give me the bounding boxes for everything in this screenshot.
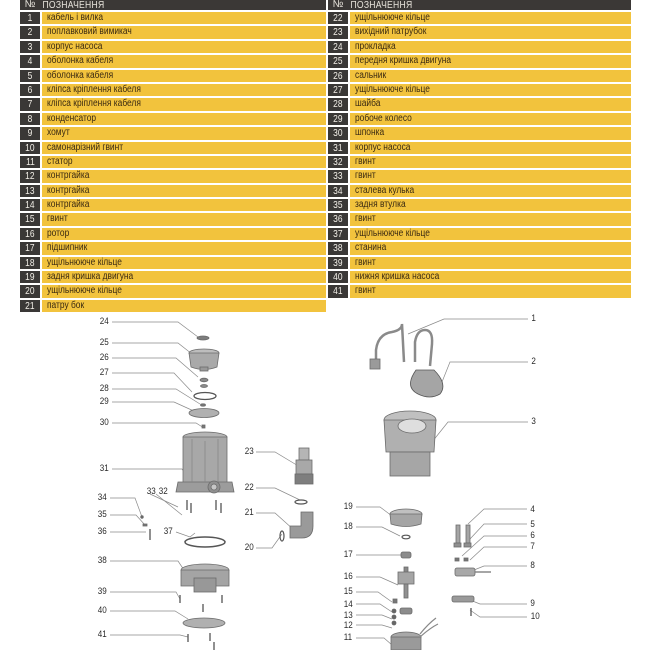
header-label: ПОЗНАЧЕННЯ <box>42 0 105 11</box>
callout-number: 29 <box>99 396 109 407</box>
part-number-text: 41 <box>333 285 343 298</box>
part-name-text: оболонка кабеля <box>47 69 114 81</box>
callout-number: 2 <box>531 356 536 367</box>
parts-row <box>328 141 631 155</box>
callout-number: 25 <box>99 337 109 348</box>
part-number <box>328 98 348 110</box>
part-number <box>20 12 40 24</box>
callout-41 <box>97 630 108 640</box>
part-name-text: патру бок <box>47 299 85 311</box>
callout-number: 8 <box>530 560 535 571</box>
part-name <box>42 142 326 154</box>
part-number <box>20 113 40 125</box>
parts-row <box>20 184 326 198</box>
parts-row <box>328 54 631 68</box>
callout-number: 14 <box>343 599 353 610</box>
callout-number: 40 <box>97 605 107 616</box>
part-name-text: кліпса кріплення кабеля <box>47 83 141 95</box>
callout-number: 5 <box>530 519 535 530</box>
part-number-text: 26 <box>333 69 343 82</box>
part-name <box>350 271 631 283</box>
part-number <box>328 41 348 53</box>
parts-row <box>20 97 326 111</box>
part-number-text: 7 <box>27 98 33 111</box>
part-name <box>350 199 631 211</box>
callout-26 <box>99 353 110 363</box>
parts-row <box>20 40 326 54</box>
parts-row <box>20 155 326 169</box>
part-number <box>20 257 40 269</box>
parts-row <box>20 284 326 298</box>
part-number-text: 3 <box>27 40 33 53</box>
part-number <box>20 41 40 53</box>
callout-number: 20 <box>244 542 254 553</box>
callout-number: 33 <box>146 486 156 497</box>
callout-21 <box>244 508 255 518</box>
callout-4 <box>530 505 535 515</box>
part-number-text: 23 <box>333 26 343 39</box>
part-name <box>350 228 631 240</box>
part-name-text: контргайка <box>47 170 90 182</box>
callout-number: 21 <box>244 507 254 518</box>
diagram-drawing <box>0 312 650 650</box>
part-number-text: 6 <box>27 83 33 96</box>
part-name-text: ущільнююче кільце <box>355 12 430 23</box>
parts-row <box>20 212 326 226</box>
callout-19 <box>343 502 354 512</box>
part-name <box>42 84 326 96</box>
part-name <box>42 300 326 312</box>
callout-number: 3 <box>531 416 536 427</box>
part-name <box>42 41 326 53</box>
parts-row <box>328 270 631 284</box>
parts-row <box>328 227 631 241</box>
part-name <box>42 242 326 254</box>
parts-row <box>20 141 326 155</box>
part-number <box>328 285 348 297</box>
part-name-text: гвинт <box>355 256 376 268</box>
part-name-text: передня кришка двигуна <box>355 55 452 67</box>
callout-number: 28 <box>99 383 109 394</box>
exploded-pump-diagram <box>0 312 650 650</box>
callout-2 <box>531 357 536 367</box>
callout-16 <box>343 572 354 582</box>
callout-7 <box>530 542 535 552</box>
part-name <box>42 170 326 182</box>
callout-number: 19 <box>343 501 353 512</box>
callout-30 <box>99 418 110 428</box>
part-name-text: сальник <box>355 69 387 81</box>
parts-table-left <box>20 0 326 313</box>
part-name-text: контргайка <box>47 184 90 196</box>
callout-number: 17 <box>343 549 353 560</box>
parts-row <box>328 25 631 39</box>
part-name-text: поплавковий вимикач <box>47 26 132 38</box>
part-name <box>42 113 326 125</box>
parts-row <box>20 112 326 126</box>
parts-row <box>328 83 631 97</box>
part-number <box>328 170 348 182</box>
callout-number: 35 <box>97 509 107 520</box>
callout-27 <box>99 368 110 378</box>
part-number-text: 2 <box>27 26 33 39</box>
part-number-text: 10 <box>25 141 35 154</box>
part-name <box>42 285 326 297</box>
part-name <box>350 113 631 125</box>
parts-row <box>328 284 631 298</box>
parts-row <box>328 256 631 270</box>
callout-number: 22 <box>244 482 254 493</box>
part-number <box>328 242 348 254</box>
part-name-text: самонарізний гвинт <box>47 141 124 153</box>
part-name-text: шайба <box>355 98 381 110</box>
part-name-text: гвинт <box>355 170 376 182</box>
part-number-text: 31 <box>333 141 343 154</box>
part-name-text: ущільнююче кільце <box>355 83 430 95</box>
parts-row <box>20 126 326 140</box>
callout-10 <box>530 612 541 622</box>
part-name <box>350 185 631 197</box>
parts-row <box>20 169 326 183</box>
callout-number: 38 <box>97 555 107 566</box>
part-name <box>42 98 326 110</box>
part-number-text: 11 <box>25 155 35 168</box>
callout-34 <box>97 493 108 503</box>
callout-5 <box>530 520 535 530</box>
callout-15 <box>343 587 354 597</box>
callout-8 <box>530 561 535 571</box>
header-number: № <box>24 0 36 10</box>
part-name <box>350 127 631 139</box>
callout-number: 26 <box>99 352 109 363</box>
part-number-text: 14 <box>25 199 35 212</box>
part-number-text: 20 <box>25 285 35 298</box>
part-number-text: 36 <box>333 213 343 226</box>
part-number-text: 16 <box>25 227 35 240</box>
parts-row <box>328 155 631 169</box>
part-name <box>350 170 631 182</box>
part-number <box>20 26 40 38</box>
part-name <box>350 41 631 53</box>
callout-3 <box>531 417 536 427</box>
callout-32 <box>158 487 169 497</box>
part-name-text: задня кришка двигуна <box>47 271 134 283</box>
callout-number: 18 <box>343 521 353 532</box>
part-number-text: 5 <box>27 69 33 82</box>
part-number <box>20 300 40 312</box>
part-number <box>328 12 348 24</box>
part-number-text: 12 <box>25 170 35 183</box>
part-number-text: 30 <box>333 127 343 140</box>
part-number-text: 38 <box>333 242 343 255</box>
part-name-text: корпус насоса <box>355 141 411 153</box>
part-name-text: гвинт <box>355 213 376 225</box>
part-name <box>42 127 326 139</box>
part-name-text: хомут <box>47 127 70 139</box>
part-name <box>350 285 631 297</box>
part-name-text: кабель і вилка <box>47 12 104 23</box>
callout-22 <box>244 483 255 493</box>
callout-number: 16 <box>343 571 353 582</box>
part-number <box>328 199 348 211</box>
part-number-text: 22 <box>333 12 343 24</box>
part-name-text: сталева кулька <box>355 184 415 196</box>
header-number: № <box>332 0 344 10</box>
part-name <box>350 242 631 254</box>
part-name <box>350 98 631 110</box>
callout-number: 10 <box>530 611 540 622</box>
part-number <box>20 285 40 297</box>
part-name-text: ущільнююче кільце <box>355 227 430 239</box>
parts-row <box>20 83 326 97</box>
part-number <box>328 213 348 225</box>
part-number-text: 35 <box>333 199 343 212</box>
callout-9 <box>530 599 535 609</box>
part-name <box>350 84 631 96</box>
parts-row <box>20 241 326 255</box>
part-name <box>350 70 631 82</box>
parts-row <box>328 126 631 140</box>
table-header <box>20 0 326 10</box>
part-name-text: кліпса кріплення кабеля <box>47 98 141 110</box>
callout-number: 30 <box>99 417 109 428</box>
callout-number: 1 <box>531 313 536 324</box>
callout-number: 27 <box>99 367 109 378</box>
part-number <box>20 156 40 168</box>
part-number-text: 32 <box>333 155 343 168</box>
table-header <box>328 0 631 10</box>
callout-31 <box>99 464 110 474</box>
parts-table-right <box>328 0 631 299</box>
part-number <box>328 156 348 168</box>
parts-row <box>20 270 326 284</box>
callout-40 <box>97 606 108 616</box>
pump-parts-right <box>370 324 491 650</box>
part-name-text: вихідний патрубок <box>355 26 427 38</box>
callout-24 <box>99 317 110 327</box>
part-number <box>328 127 348 139</box>
callout-number: 32 <box>158 486 168 497</box>
part-number-text: 4 <box>27 55 33 68</box>
callout-number: 34 <box>97 492 107 503</box>
parts-row <box>328 169 631 183</box>
callout-37 <box>163 527 174 537</box>
callout-number: 39 <box>97 586 107 597</box>
part-number <box>328 84 348 96</box>
part-number <box>20 55 40 67</box>
part-number <box>20 199 40 211</box>
part-name <box>42 185 326 197</box>
part-name-text: прокладка <box>355 40 396 52</box>
part-name <box>42 26 326 38</box>
parts-row <box>328 69 631 83</box>
part-number <box>20 213 40 225</box>
part-number-text: 21 <box>25 299 35 312</box>
part-name <box>42 199 326 211</box>
parts-row <box>328 198 631 212</box>
part-number-text: 18 <box>25 256 35 269</box>
part-number <box>328 271 348 283</box>
part-name <box>42 12 326 24</box>
part-name-text: ротор <box>47 227 70 239</box>
parts-row <box>328 11 631 25</box>
part-number <box>328 257 348 269</box>
part-number <box>20 127 40 139</box>
part-number-text: 39 <box>333 256 343 269</box>
callout-12 <box>343 621 354 631</box>
part-name <box>42 271 326 283</box>
callout-number: 15 <box>343 586 353 597</box>
part-number-text: 17 <box>25 242 35 255</box>
part-number-text: 13 <box>25 184 35 197</box>
part-number <box>20 70 40 82</box>
callout-18 <box>343 522 354 532</box>
callout-11 <box>343 633 353 643</box>
callout-17 <box>343 550 354 560</box>
part-name-text: ущільнююче кільце <box>47 285 122 297</box>
callout-number: 36 <box>97 526 107 537</box>
callout-23 <box>244 447 255 457</box>
callout-25 <box>99 338 110 348</box>
part-number <box>328 55 348 67</box>
callout-number: 37 <box>163 526 173 537</box>
part-number <box>328 142 348 154</box>
part-name-text: задня втулка <box>355 199 406 211</box>
part-name-text: гвинт <box>355 155 376 167</box>
callout-20 <box>244 543 255 553</box>
callout-number: 12 <box>343 620 353 631</box>
callout-number: 23 <box>244 446 254 457</box>
part-name-text: гвинт <box>355 285 376 297</box>
parts-row <box>328 97 631 111</box>
part-number-text: 28 <box>333 98 343 111</box>
callout-number: 41 <box>97 629 107 640</box>
part-number-text: 27 <box>333 83 343 96</box>
part-number <box>20 142 40 154</box>
parts-row <box>328 184 631 198</box>
callout-33 <box>146 487 157 497</box>
part-number <box>328 185 348 197</box>
callout-1 <box>531 314 536 324</box>
part-name <box>350 156 631 168</box>
part-number-text: 25 <box>333 55 343 68</box>
part-name <box>350 12 631 24</box>
part-name <box>42 70 326 82</box>
callout-number: 7 <box>530 541 535 552</box>
part-name <box>42 156 326 168</box>
part-number-text: 40 <box>333 271 343 284</box>
part-number-text: 19 <box>25 271 35 284</box>
part-number <box>328 26 348 38</box>
parts-row <box>20 25 326 39</box>
part-number <box>20 271 40 283</box>
part-name <box>350 257 631 269</box>
callout-35 <box>97 510 108 520</box>
callout-number: 9 <box>530 598 535 609</box>
header-label: ПОЗНАЧЕННЯ <box>350 0 413 11</box>
part-name-text: контргайка <box>47 199 90 211</box>
part-number <box>20 185 40 197</box>
part-number-text: 33 <box>333 170 343 183</box>
part-name-text: конденсатор <box>47 112 97 124</box>
parts-row <box>20 69 326 83</box>
part-number <box>20 170 40 182</box>
part-name-text: шпонка <box>355 127 385 139</box>
part-number <box>20 228 40 240</box>
callout-number: 4 <box>530 504 535 515</box>
parts-row <box>328 241 631 255</box>
part-name-text: станина <box>355 242 387 254</box>
parts-row <box>328 40 631 54</box>
part-name <box>350 142 631 154</box>
part-number <box>20 242 40 254</box>
part-number <box>328 228 348 240</box>
callout-14 <box>343 600 354 610</box>
part-number-text: 37 <box>333 227 343 240</box>
part-name <box>350 213 631 225</box>
part-number-text: 15 <box>25 213 35 226</box>
callout-28 <box>99 384 110 394</box>
parts-row <box>20 256 326 270</box>
part-number-text: 8 <box>27 112 33 125</box>
parts-row <box>20 198 326 212</box>
part-name-text: статор <box>47 155 73 167</box>
part-number <box>328 113 348 125</box>
callout-29 <box>99 397 110 407</box>
callout-6 <box>530 531 535 541</box>
part-name <box>42 257 326 269</box>
part-name-text: нижня кришка насоса <box>355 271 440 283</box>
callout-number: 6 <box>530 530 535 541</box>
part-number <box>328 70 348 82</box>
part-number-text: 9 <box>27 127 33 140</box>
part-name-text: гвинт <box>47 213 68 225</box>
part-name <box>350 26 631 38</box>
part-number-text: 29 <box>333 112 343 125</box>
part-number <box>20 84 40 96</box>
callout-number: 13 <box>343 610 353 621</box>
part-number-text: 24 <box>333 40 343 53</box>
parts-row <box>328 112 631 126</box>
callout-39 <box>97 587 108 597</box>
part-name-text: робоче колесо <box>355 112 412 124</box>
part-name <box>42 228 326 240</box>
part-name-text: ущільнююче кільце <box>47 256 122 268</box>
parts-row <box>20 54 326 68</box>
callout-36 <box>97 527 108 537</box>
part-name-text: корпус насоса <box>47 40 103 52</box>
callout-38 <box>97 556 108 566</box>
callout-number: 31 <box>99 463 109 474</box>
part-name <box>42 55 326 67</box>
part-name <box>42 213 326 225</box>
part-name <box>350 55 631 67</box>
callout-number: 11 <box>343 632 353 643</box>
parts-row <box>20 11 326 25</box>
part-name-text: оболонка кабеля <box>47 55 114 67</box>
part-name-text: підшипник <box>47 242 88 254</box>
part-number <box>20 98 40 110</box>
part-number-text: 1 <box>27 12 33 24</box>
parts-row <box>20 227 326 241</box>
part-number-text: 34 <box>333 184 343 197</box>
callout-number: 24 <box>99 316 109 327</box>
parts-row <box>328 212 631 226</box>
